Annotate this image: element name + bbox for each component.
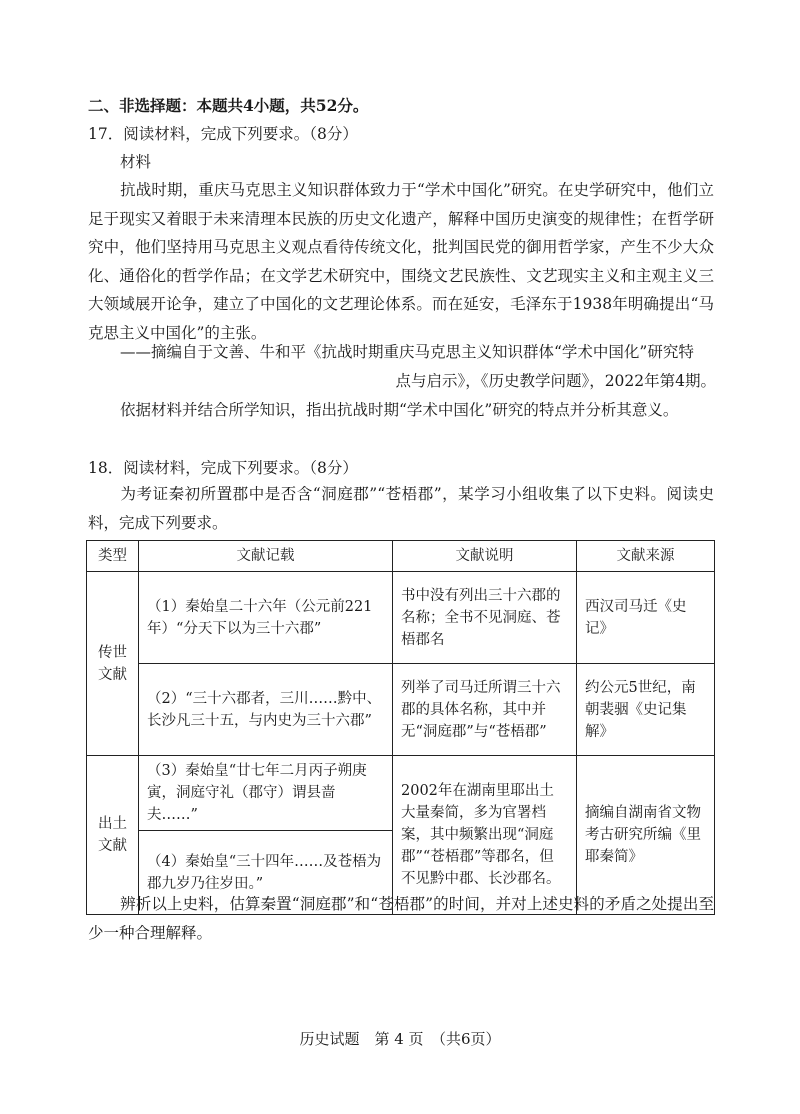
- type-cell-transmitted: 传世文献: [87, 572, 139, 756]
- table-header-row: [87, 541, 715, 572]
- record-cell: （2）“三十六郡者，三川……黔中、长沙凡三十五，与内史为三十六郡”: [139, 664, 393, 756]
- record-cell: （4）秦始皇“三十四年……及苍梧为郡九岁乃往岁田。”: [139, 831, 393, 915]
- q17-heading: 17．阅读材料，完成下列要求。（8分）: [88, 125, 358, 143]
- q18-intro: 为考证秦初所置郡中是否含“洞庭郡”“苍梧郡”，某学习小组收集了以下史料。阅读史料，完成下列要求。: [88, 485, 714, 532]
- note-cell: 书中没有列出三十六郡的名称；全书不见洞庭、苍梧郡名: [393, 572, 577, 664]
- header-note: 文献说明: [393, 541, 577, 572]
- source-cell: 西汉司马迁《史记》: [577, 572, 715, 664]
- source-cell: 摘编自湖南省文物考古研究所编《里耶秦简》: [577, 756, 715, 915]
- q17-source-line1: ——摘编自于文善、牛和平《抗战时期重庆马克思主义知识群体“学术中国化”研究特: [120, 343, 694, 361]
- q17-material-label: 材料: [120, 153, 152, 171]
- q18-question: 辨析以上史料，估算秦置“洞庭郡”和“苍梧郡”的时间，并对上述史料的矛盾之处提出至少一种合理解释。: [88, 895, 714, 942]
- q18-heading: 18．阅读材料，完成下列要求。（8分）: [88, 459, 358, 477]
- page-footer: 历史试题 第 4 页 （共6页）: [299, 1030, 501, 1048]
- sources-table: [86, 540, 715, 915]
- note-cell: 2002年在湖南里耶出土大量秦简，多为官署档案，其中频繁出现“洞庭郡”“苍梧郡”等郡名，但不见黔中郡、长沙郡名。: [393, 756, 577, 915]
- q17-source-line2: 点与启示》，《历史教学问题》，2022年第4期。: [395, 372, 716, 390]
- header-source: 文献来源: [577, 541, 715, 572]
- section-heading: 二、非选择题：本题共4小题，共52分。: [88, 96, 369, 115]
- record-cell: （3）秦始皇“廿七年二月丙子朔庚寅，洞庭守礼（郡守）谓县啬夫……”: [139, 756, 393, 831]
- header-type: 类型: [87, 541, 139, 572]
- q17-material-text: 抗战时期，重庆马克思主义知识群体致力于“学术中国化”研究。在史学研究中，他们立足于现实又着眼于未来清理本民族的历史文化遗产，解释中国历史演变的规律性；在哲学研究中，他们坚持用马克思主义观点看待传统文化，批判国民党的御用哲学家，产生不少大众化、通俗化的哲学作品；在文学艺术研究中，围绕文艺民族性、文艺现实主义和主观主义三大领域展开论争，建立了中国化的文艺理论体系。而在延安，毛泽东于1938年明确提出“马克思主义中国化”的主张。: [88, 181, 714, 342]
- type-cell-excavated: 出土文献: [87, 756, 139, 915]
- q17-question: 依据材料并结合所学知识，指出抗战时期“学术中国化”研究的特点并分析其意义。: [120, 401, 679, 419]
- table-row: [87, 664, 715, 756]
- header-record: 文献记载: [139, 541, 393, 572]
- note-cell: 列举了司马迁所谓三十六郡的具体名称，其中并无“洞庭郡”与“苍梧郡”: [393, 664, 577, 756]
- source-cell: 约公元5世纪，南朝裴骃《史记集解》: [577, 664, 715, 756]
- table-row: [87, 756, 715, 831]
- record-cell: （1）秦始皇二十六年（公元前221年）“分天下以为三十六郡”: [139, 572, 393, 664]
- table-row: [87, 572, 715, 664]
